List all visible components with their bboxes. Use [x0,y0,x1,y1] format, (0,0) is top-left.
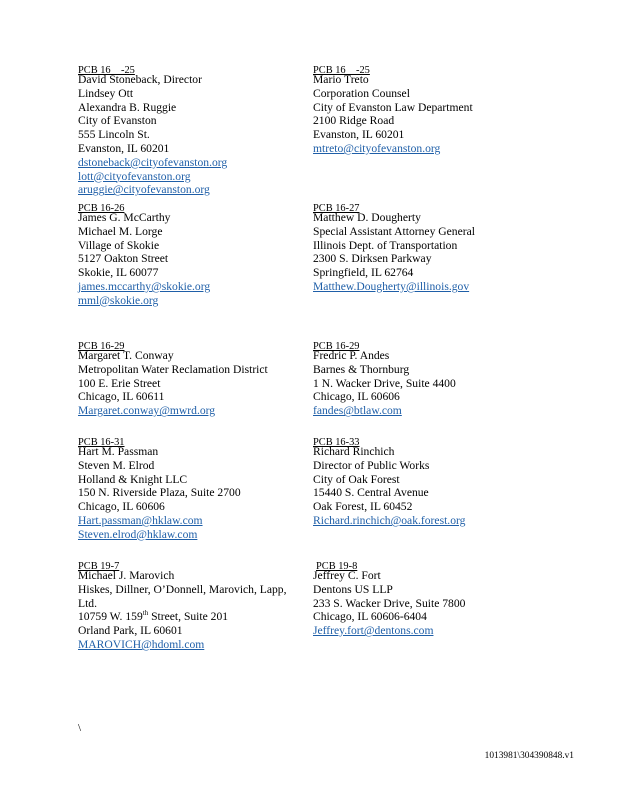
contact-line: Chicago, IL 60606 [313,390,400,404]
contact-line: Hart M. Passman [78,445,159,458]
contact-line: 555 Lincoln St. [78,128,150,142]
contact-line: Corporation Counsel [313,86,410,100]
case-number: PCB 19-8 [316,561,358,572]
case-number: PCB 16-33 [313,437,360,448]
contact-line: Lindsey Ott [78,86,134,100]
email-link[interactable]: Jeffrey.fort@dentons.com [313,624,434,638]
case-number: PCB 16-27 [313,203,360,214]
service-entry [78,432,318,556]
contact-line: Jeffrey C. Fort [313,569,381,582]
contact-line: 1 N. Wacker Drive, Suite 4400 [313,376,456,390]
contact-line: Matthew D. Dougherty [313,211,421,224]
contact-line: Steven M. Elrod [78,458,155,472]
contact-line: Mario Treto [313,73,369,86]
email-link[interactable]: Matthew.Dougherty@illinois.gov [313,279,470,293]
email-link[interactable]: Margaret.conway@mwrd.org [78,404,216,418]
contact-line: Illinois Dept. of Transportation [313,238,458,252]
email-link[interactable]: aruggie@cityofevanston.org [78,183,210,197]
left-column [78,60,318,694]
email-link[interactable]: MAROVICH@hdoml.com [78,637,205,651]
service-entry [313,198,553,336]
contact-line: Chicago, IL 60606 [78,500,165,514]
contact-line: Richard Rinchich [313,445,395,458]
contact-line: Metropolitan Water Reclamation District [78,362,268,376]
contact-line: City of Evanston [78,114,157,128]
service-entry [78,556,318,694]
email-link[interactable]: mml@skokie.org [78,293,159,307]
contact-line: Oak Forest, IL 60452 [313,500,413,514]
email-link[interactable]: Richard.rinchich@oak.forest.org [313,513,466,527]
address-street: 10759 W. 159 [78,610,143,624]
email-link[interactable]: james.mccarthy@skokie.org [78,279,211,293]
contact-line: 15440 S. Central Avenue [313,486,429,500]
service-entry [313,556,553,694]
contact-line: Michael J. Marovich [78,569,175,582]
email-link[interactable]: mtreto@cityofevanston.org [313,141,441,155]
contact-line: Skokie, IL 60077 [78,266,159,280]
contact-line: Special Assistant Attorney General [313,224,475,238]
contact-line: 233 S. Wacker Drive, Suite 7800 [313,596,466,610]
service-entry [78,198,318,336]
case-number: PCB 16-29 [313,341,360,352]
case-number: PCB 16-31 [78,437,125,448]
contact-line: Chicago, IL 60606-6404 [313,610,427,624]
contact-line: Fredric P. Andes [313,349,390,362]
email-link[interactable]: Steven.elrod@hklaw.com [78,527,198,541]
contact-line: James G. McCarthy [78,211,171,224]
contact-line: 100 E. Erie Street [78,376,161,390]
contact-line: Holland & Knight LLC [78,472,188,486]
case-number: PCB 19-7 [78,561,120,572]
contact-line: Dentons US LLP [313,582,393,596]
contact-line: 2300 S. Dirksen Parkway [313,252,432,266]
email-link[interactable]: fandes@btlaw.com [313,404,402,418]
ordinal-suffix: th [142,609,149,618]
contact-line: David Stoneback, Director [78,73,202,86]
email-link[interactable]: dstoneback@cityofevanston.org [78,155,228,169]
contact-line: Director of Public Works [313,458,430,472]
email-link[interactable]: lott@cityofevanston.org [78,169,191,183]
contact-line: City of Oak Forest [313,472,400,486]
contact-line: City of Evanston Law Department [313,100,473,114]
contact-line: Orland Park, IL 60601 [78,624,183,638]
case-number: PCB 16-29 [78,341,125,352]
case-number: PCB 16 -25 [313,65,370,76]
contact-line: Village of Skokie [78,238,160,252]
contact-line [78,610,318,624]
right-column [313,60,553,694]
contact-line: Evanston, IL 60201 [78,141,170,155]
contact-line: Michael M. Lorge [78,224,163,238]
address-street-suffix: Street, Suite 201 [148,610,229,624]
service-entry [313,336,553,432]
document-id: 1013981\304390848.v1 [484,751,574,761]
contact-line: Chicago, IL 60611 [78,390,165,404]
contact-line: 5127 Oakton Street [78,252,169,266]
contact-line: 2100 Ridge Road [313,114,395,128]
contact-line: Springfield, IL 62764 [313,266,414,280]
service-entry [313,60,553,198]
contact-line: Hiskes, Dillner, O’Donnell, Marovich, Lapp, [78,582,287,596]
contact-line: Ltd. [78,596,97,610]
email-link[interactable]: Hart.passman@hklaw.com [78,513,203,527]
contact-line: 150 N. Riverside Plaza, Suite 2700 [78,486,241,500]
contact-line: Alexandra B. Ruggie [78,100,177,114]
service-entry [313,432,553,556]
contact-line: Evanston, IL 60201 [313,128,405,142]
service-entry [78,336,318,432]
service-entry [78,60,318,198]
contact-line: Margaret T. Conway [78,349,174,362]
case-number: PCB 16 -25 [78,65,135,76]
stray-backslash: \ [78,722,82,734]
case-number: PCB 16-26 [78,203,125,214]
contact-line: Barnes & Thornburg [313,362,410,376]
